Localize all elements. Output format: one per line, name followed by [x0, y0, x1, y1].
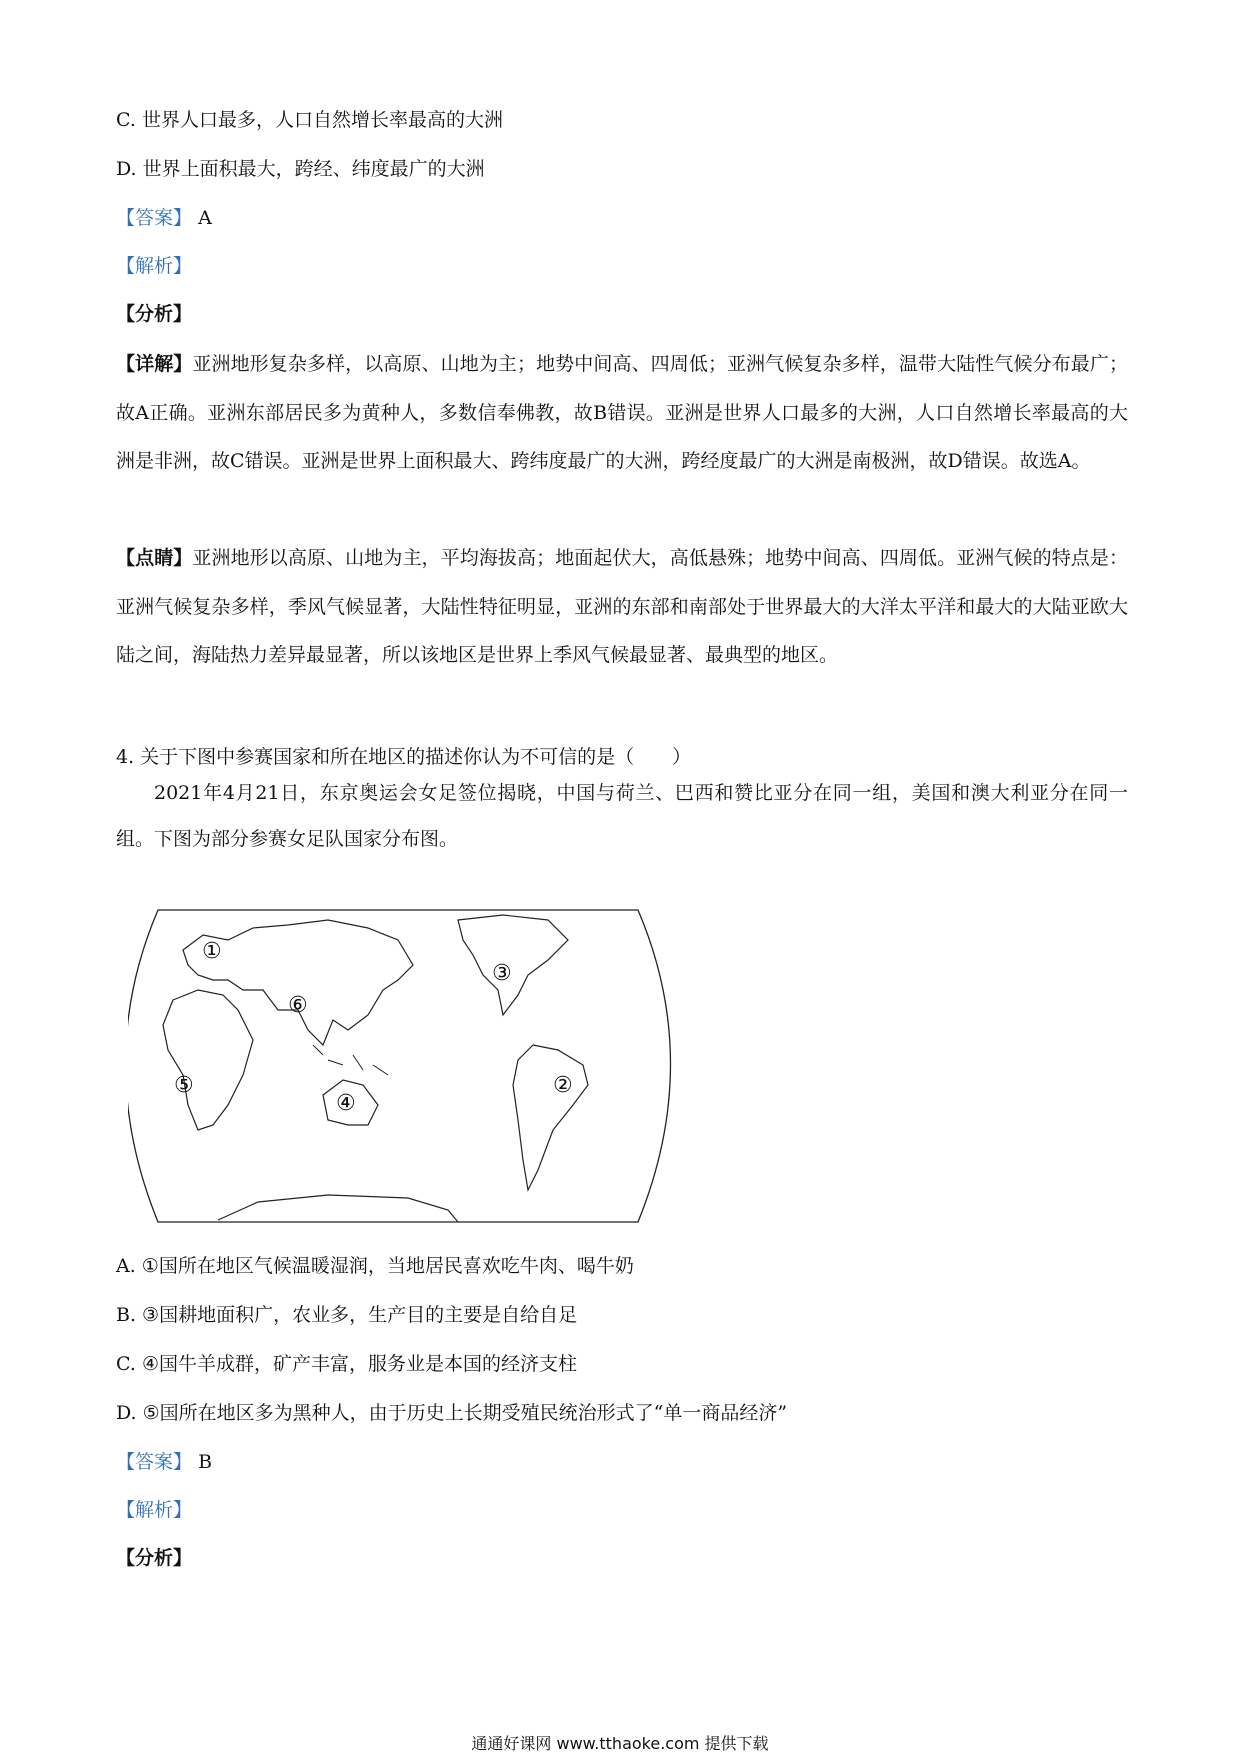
continent-south-america: [513, 1045, 588, 1190]
q4-fenxi-tag: 【分析】: [116, 1547, 193, 1569]
map-label-4: ④: [336, 1091, 356, 1116]
page-footer: 通通好课网 www.tthaoke.com 提供下载: [471, 1734, 769, 1753]
map-label-6: ⑥: [288, 993, 308, 1018]
q4-material: 2021年4月21日，东京奥运会女足签位揭晓，中国与荷兰、巴西和赞比亚分在同一组，美国和澳大利亚分在同一组。下图为部分参赛女足队国家分布图。: [116, 782, 1128, 850]
q4-stem: 4. 关于下图中参赛国家和所在地区的描述你认为不可信的是（ ）: [116, 746, 692, 768]
answer-tag: 【答案】: [116, 1451, 193, 1473]
dianjing-tag: 【点睛】: [116, 547, 193, 569]
q4-option-b: B. ③国耕地面积广，农业多，生产目的主要是自给自足: [116, 1304, 578, 1326]
map-label-1: ①: [202, 939, 222, 964]
map-label-3: ③: [492, 961, 512, 986]
continent-north-america: [458, 915, 568, 1015]
q3-answer: [116, 206, 212, 230]
islands-se-asia: [313, 1045, 388, 1075]
q4-option-d: D. ⑤国所在地区多为黑种人，由于历史上长期受殖民统治形式了“单一商品经济”: [116, 1402, 788, 1424]
q4-jiexi-tag: 【解析】: [116, 1499, 193, 1521]
answer-tag: 【答案】: [116, 207, 193, 229]
answer-value: A: [198, 207, 212, 229]
map-label-2: ②: [553, 1073, 573, 1098]
q3-jiexi-tag: 【解析】: [116, 255, 193, 277]
xiangjie-text: 亚洲地形复杂多样，以高原、山地为主；地势中间高、四周低；亚洲气候复杂多样，温带大陆性气候分布最广；故A正确。亚洲东部居民多为黄种人，多数信奉佛教，故B错误。亚洲是世界人口最多的大洲，人口自然增长率最高的大洲是非洲，故C错误。亚洲是世界上面积最大、跨纬度最广的大洲，跨经度最广的大洲是南极洲，故D错误。故选A。: [116, 353, 1128, 472]
q3-option-c: C. 世界人口最多，人口自然增长率最高的大洲: [116, 109, 503, 131]
continent-africa: [163, 990, 253, 1130]
answer-value: B: [198, 1451, 213, 1473]
q4-option-a: A. ①国所在地区气候温暖湿润，当地居民喜欢吃牛肉、喝牛奶: [116, 1255, 634, 1277]
xiangjie-tag: 【详解】: [116, 353, 193, 375]
dianjing-text: 亚洲地形以高原、山地为主，平均海拔高；地面起伏大，高低悬殊；地势中间高、四周低。亚洲气候的特点是：亚洲气候复杂多样，季风气候显著，大陆性特征明显，亚洲的东部和南部处于世界最大的大洋太平洋和最大的大陆亚欧大陆之间，海陆热力差异最显著，所以该地区是世界上季风气候最显著、最典型的地区。: [116, 547, 1128, 666]
q3-dianjing: [116, 534, 1128, 680]
world-map: [128, 880, 696, 1244]
continent-antarctica: [218, 1195, 458, 1222]
q4-answer: [116, 1450, 212, 1474]
q4-option-c: C. ④国牛羊成群，矿产丰富，服务业是本国的经济支柱: [116, 1353, 577, 1375]
q3-xiangjie: [116, 340, 1128, 486]
q3-option-d: D. 世界上面积最大，跨经、纬度最广的大洲: [116, 158, 485, 180]
map-label-5: ⑤: [174, 1073, 194, 1098]
q3-fenxi-tag: 【分析】: [116, 303, 193, 325]
